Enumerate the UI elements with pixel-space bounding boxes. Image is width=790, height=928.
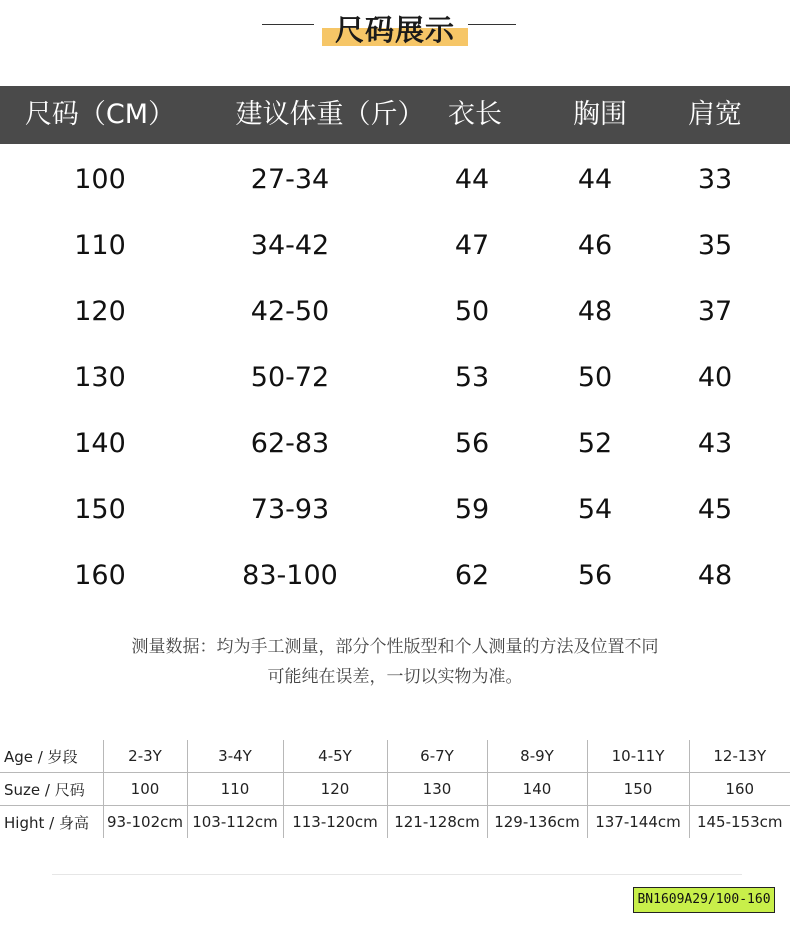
age-table-cell: 110 <box>187 773 283 806</box>
size-row <box>0 345 790 411</box>
age-table-cell: 129-136cm <box>487 806 587 839</box>
footer-divider <box>52 874 742 875</box>
page-title: 尺码展示 <box>334 13 455 47</box>
cell-shoulder: 35 <box>697 230 733 261</box>
age-table-cell: 121-128cm <box>387 806 487 839</box>
cell-chest: 54 <box>577 494 613 525</box>
cell-shoulder: 43 <box>697 428 733 459</box>
cell-length: 56 <box>454 428 490 459</box>
size-row <box>0 213 790 279</box>
title-divider-left <box>262 24 314 25</box>
size-row <box>0 147 790 213</box>
cell-chest: 50 <box>577 362 613 393</box>
age-table-cell: 12-13Y <box>689 740 790 773</box>
age-table-cell: 140 <box>487 773 587 806</box>
size-table-header <box>0 86 790 144</box>
cell-chest: 56 <box>577 560 613 591</box>
product-code-badge: BN1609A29/100-160 <box>633 887 775 913</box>
title-divider-right <box>468 24 516 25</box>
header-shoulder: 肩宽 <box>688 99 742 130</box>
cell-length: 59 <box>454 494 490 525</box>
age-table-label: Hight / 身高 <box>4 813 89 832</box>
age-table-cell: 145-153cm <box>689 806 790 839</box>
age-table-cell: 137-144cm <box>587 806 689 839</box>
header-length: 衣长 <box>448 99 502 130</box>
age-size-table <box>0 740 790 838</box>
cell-shoulder: 40 <box>697 362 733 393</box>
age-table-cell: 113-120cm <box>283 806 387 839</box>
size-row <box>0 543 790 609</box>
age-table-cell: 160 <box>689 773 790 806</box>
age-table-cell: 150 <box>587 773 689 806</box>
age-table-label: Age / 岁段 <box>0 740 103 773</box>
size-row <box>0 279 790 345</box>
cell-weight: 83-100 <box>242 560 338 591</box>
header-chest: 胸围 <box>573 99 627 130</box>
cell-chest: 44 <box>577 164 613 195</box>
cell-weight: 73-93 <box>250 494 330 525</box>
cell-length: 44 <box>454 164 490 195</box>
cell-size: 130 <box>74 362 126 393</box>
header-weight: 建议体重（斤） <box>235 99 425 130</box>
cell-size: 100 <box>74 164 126 195</box>
note-line-2: 可能纯在误差，一切以实物为准。 <box>267 667 523 687</box>
cell-chest: 48 <box>577 296 613 327</box>
cell-size: 110 <box>74 230 126 261</box>
age-table-cell: 2-3Y <box>103 740 187 773</box>
cell-length: 50 <box>454 296 490 327</box>
age-table-cell: 4-5Y <box>283 740 387 773</box>
age-table-label: Suze / 尺码 <box>0 773 103 806</box>
cell-weight: 42-50 <box>250 296 330 327</box>
cell-size: 160 <box>74 560 126 591</box>
cell-chest: 46 <box>577 230 613 261</box>
age-table-row <box>0 773 790 806</box>
age-table-cell: 100 <box>103 773 187 806</box>
note-line-1: 测量数据：均为手工测量，部分个性版型和个人测量的方法及位置不同 <box>131 637 659 657</box>
age-table-cell: 10-11Y <box>587 740 689 773</box>
cell-size: 150 <box>74 494 126 525</box>
size-row <box>0 477 790 543</box>
cell-weight: 62-83 <box>250 428 330 459</box>
age-table-cell: 120 <box>283 773 387 806</box>
age-table-cell: 93-102cm <box>103 806 187 839</box>
cell-size: 140 <box>74 428 126 459</box>
cell-length: 53 <box>454 362 490 393</box>
cell-shoulder: 48 <box>697 560 733 591</box>
age-table-cell: 3-4Y <box>187 740 283 773</box>
cell-shoulder: 45 <box>697 494 733 525</box>
cell-weight: 50-72 <box>250 362 330 393</box>
size-row <box>0 411 790 477</box>
cell-size: 120 <box>74 296 126 327</box>
cell-length: 47 <box>454 230 490 261</box>
age-table-row <box>0 740 790 773</box>
title-section <box>0 0 790 70</box>
cell-shoulder: 33 <box>697 164 733 195</box>
cell-shoulder: 37 <box>697 296 733 327</box>
cell-weight: 34-42 <box>250 230 330 261</box>
age-table-cell: 103-112cm <box>187 806 283 839</box>
cell-weight: 27-34 <box>250 164 330 195</box>
age-table-row <box>0 806 790 839</box>
cell-chest: 52 <box>577 428 613 459</box>
age-table-cell: 6-7Y <box>387 740 487 773</box>
cell-length: 62 <box>454 560 490 591</box>
header-size: 尺码（CM） <box>24 99 176 130</box>
age-table-cell: 8-9Y <box>487 740 587 773</box>
age-table-cell: 130 <box>387 773 487 806</box>
